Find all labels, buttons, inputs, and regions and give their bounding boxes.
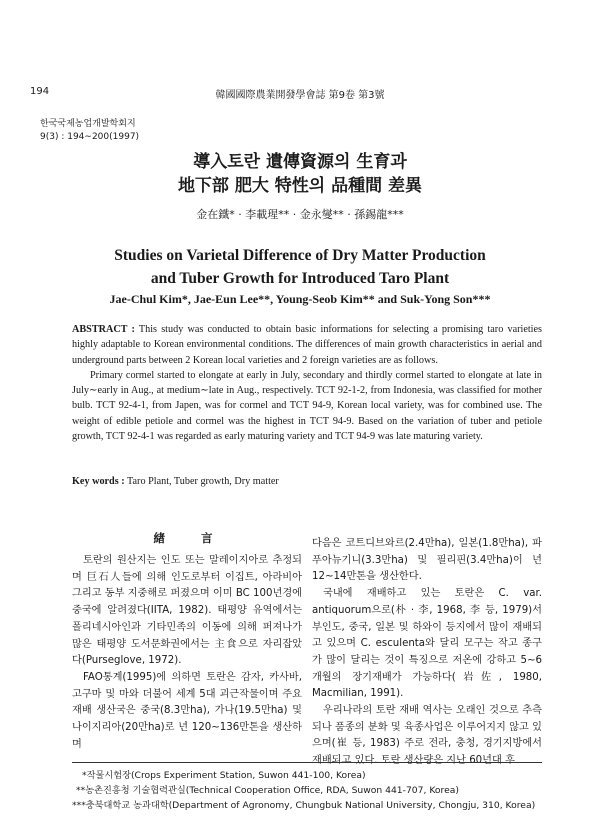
right-paragraph-3: 우리나라의 토란 재배 역사는 오래인 것으로 추측되나 품종의 분화 및 육종사업은 이루어지지 않고 있으며(崔 등, 1983) 주로 전라, 충청, 경기지방에서 재배되고 있다. 토란 생산량은 지난 60년대 후 [312,705,542,767]
journal-info [40,118,139,144]
right-column [312,536,542,770]
footnote-2: **농촌진흥청 기술협력관실(Technical Cooperation Office, RDA, Suwon 441-707, Korea) [76,785,459,796]
section-heading: 緖 言 [153,531,229,545]
keywords [72,476,542,487]
english-title-line-1: Studies on Varietal Difference of Dry Matter Production [114,247,486,264]
english-authors: Jae-Chul Kim*, Jae-Eun Lee**, Young-Seob Kim** and Suk-Yong Son*** [109,292,491,306]
journal-volume: 9(3) : 194∼200(1997) [40,132,140,142]
keywords-label: Key words : [72,476,125,487]
left-paragraph-1: 토란의 원산지는 인도 또는 말레이지아로 추정되며 巨石人들에 의해 인도로부터 이집트, 아라비아 그리고 동부 지중해로 퍼졌으며 이미 BC 100년경에 중국에 알려졌다(IITA, 1982). 태평양 유역에서는 폴리네시아인과 기타민족의 이동에 의해 퍼져나가 많은 태평양 도서문화권에서는 主食으로 자리잡았다(Purseglove, 1972). [72,555,302,667]
journal-name: 한국국제농업개발학회지 [40,119,136,129]
footnote-1: *작물시험장(Crops Experiment Station, Suwon 441-100, Korea) [82,770,366,781]
abstract [72,322,542,444]
korean-title-line-2: 地下部 肥大 特性의 品種間 差異 [177,176,423,196]
journal-running-header: 韓國國際農業開發學會誌 第9卷 第3號 [215,90,385,101]
keywords-text: Taro Plant, Tuber growth, Dry matter [127,476,279,487]
right-paragraph-2: 국내에 재배하고 있는 토란은 C. var. antiquorum으로(朴 · 李, 1968, 李 등, 1979)서부인도, 중국, 일본 및 하와이 등지에서 많이 재배되고 있으며 C. esculenta와 달리 모구는 작고 종구가 많이 달리는 것이 특징으로 저온에 강하고 5∼6개월의 장기재배가 가능하다(岩佐, 1980, Macmilian, 1991). [312,588,542,700]
left-paragraph-2: FAO통계(1995)에 의하면 토란은 감자, 카사바, 고구마 및 마와 더불어 세계 5대 괴근작물이며 주요 재배 생산국은 중국(8.3만ha), 가나(19.5만ha) 및 나이지리아(20만ha)로 년 120∼136만톤을 생산하며 [72,671,302,750]
footnote-divider [72,762,542,763]
english-title-line-2: and Tuber Growth for Introduced Taro Plant [150,270,450,287]
footnotes [72,768,542,813]
abstract-label: ABSTRACT : [72,324,135,335]
right-paragraph-1: 다음은 코트디브와르(2.4만ha), 일본(1.8만ha), 파푸아뉴기니(3.3만ha) 및 필리핀(3.4만ha)이 년 12∼14만톤을 생산한다. [312,538,542,583]
korean-title [0,150,600,198]
footnote-3: ***충북대학교 농과대학(Department of Agronomy, Chungbuk National University, Chongju, 310, Korea) [72,800,536,811]
page-number: 194 [30,86,50,97]
english-title [0,244,600,290]
korean-authors: 金在鐵* · 李載瑆** · 金永燮** · 孫錫龍*** [196,208,404,221]
abstract-paragraph-1: This study was conducted to obtain basic informations for selecting a promising taro varieties highly adaptable to Korean environmental conditions. The differences of main growth characteristics in aerial and underground parts between 2 Korean local varieties and 2 foreign varieties are as follows. [72,324,542,366]
abstract-paragraph-2: Primary cormel started to elongate at early in July, secondary and thirdly cormel started to elongate at late in July∼early in Aug., at medium∼late in Aug., respectively. TCT 92-1-2, from Indonesia, was classified for mother bulb. TCT 92-4-1, from Japen, was for cormel and TCT 94-9, Korean local variety, was for combined use. The weight of edible petiole and cormel was the highest in TCT 94-9. Based on the variation of tuber and petiole growth, TCT 92-4-1 was regarded as early maturing variety and TCT 94-9 was late maturing variety. [72,369,542,443]
korean-title-line-1: 導入토란 遺傳資源의 生育과 [193,152,407,172]
left-column [72,553,302,753]
